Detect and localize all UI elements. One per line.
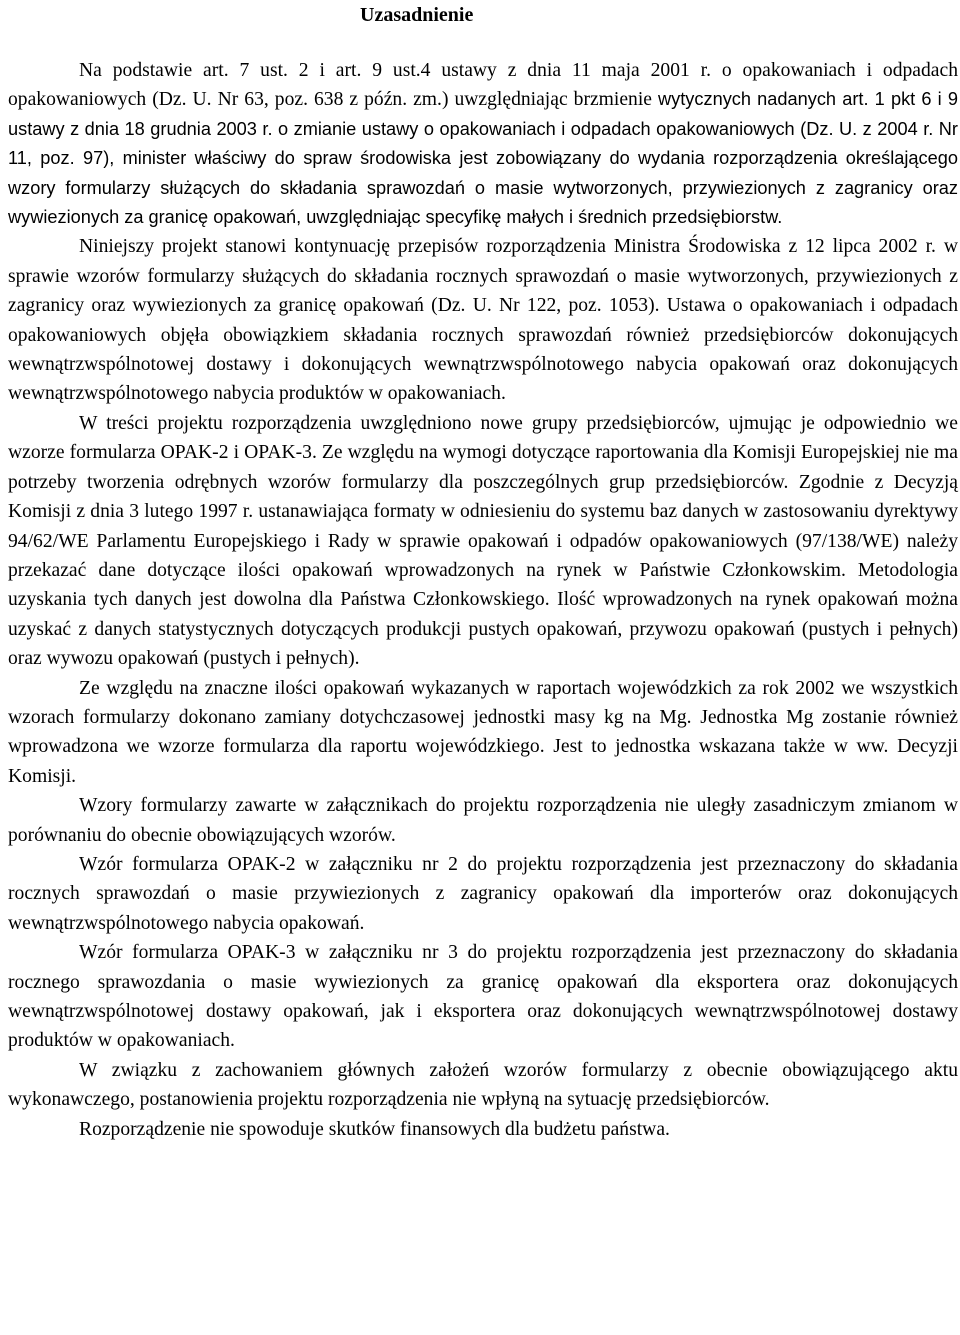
paragraph-opak-3 <box>8 938 958 1056</box>
paragraph-text: W treści projektu rozporządzenia uwzględniono nowe grupy przedsiębiorców, ujmując je odpowiednio we wzorze formularza OPAK-2 i OPAK-3. Ze względu na wymogi dotyczące raportowania dla Komisji Europejskiej nie ma potrzeby tworzenia odrębnych wzorów formularzy dla poszczególnych grup przedsiębiorców. Zgodnie z Decyzją Komisji z dnia 3 lutego 1997 r. ustanawiająca formaty w odniesieniu do systemu baz danych w zastosowaniu dyrektywy 94/62/WE Parlamentu Europejskiego i Rady w sprawie opakowań i odpadów opakowaniowych (97/138/WE) należy przekazać dane dotyczące ilości opakowań wprowadzonych na rynek w Państwie Członkowskim. Metodologia uzyskania tych danych jest dowolna dla Państwa Członkowskiego. Ilość wprowadzonych na rynek opakowań można uzyskać z danych statystycznych dotyczących produkcji pustych opakowań, przywozu opakowań (pustych i pełnych) oraz wywozu opakowań (pustych i pełnych). <box>8 412 958 670</box>
paragraph-new-groups <box>8 409 958 674</box>
paragraph-continuation <box>8 232 958 408</box>
paragraph-unit-change <box>8 674 958 792</box>
paragraph-text: Niniejszy projekt stanowi kontynuację przepisów rozporządzenia Ministra Środowiska z 12 lipca 2002 r. w sprawie wzorów formularzy służących do składania rocznych sprawozdań o masie wytworzonych, przywiezionych z zagranicy oraz wywiezionych za granicę opakowań (Dz. U. Nr 122, poz. 1053). Ustawa o opakowaniach i odpadach opakowaniowych objęła obowiązkiem składania rocznych sprawozdań również przedsiębiorców dokonujących wewnątrzwspólnotowej dostawy i dokonujących wewnątrzwspólnotowego nabycia opakowań oraz dokonujących wewnątrzwspólnotowego nabycia produktów w opakowaniach. <box>8 236 958 405</box>
paragraph-text: Wzór formularza OPAK-2 w załączniku nr 2 do projektu rozporządzenia jest przeznaczony do składania rocznych sprawozdań o masie przywiezionych z zagranicy opakowań dla importerów oraz dokonujących wewnątrzwspólnotowego nabycia opakowań. <box>8 853 958 934</box>
paragraph-text: W związku z zachowaniem głównych założeń wzorów formularzy z obecnie obowiązującego aktu wykonawczego, postanowienia projektu rozporządzenia nie wpłyną na sytuację przedsiębiorców. <box>8 1059 958 1111</box>
paragraph-text: Rozporządzenie nie spowoduje skutków finansowych dla budżetu państwa. <box>79 1118 670 1140</box>
paragraph-opak-2 <box>8 850 958 938</box>
paragraph-text: Wzór formularza OPAK-3 w załączniku nr 3 do projektu rozporządzenia jest przeznaczony do składania rocznego sprawozdania o masie wywiezionych za granicę opakowań dla eksportera oraz dokonujących wewnątrzwspólnotowej dostawy opakowań, jak i eksportera oraz dokonujących wewnątrzwspólnotowej dostawy produktów w opakowaniach. <box>8 942 958 1052</box>
paragraph-text: Na podstawie art. 7 ust. 2 i art. 9 ust.4 ustawy z dnia 11 maja 2001 r. o opakowaniach i odpadach opakowaniowych (Dz. U. Nr 63, poz. 638 z późn. zm.) uwzględniając brzmienie <box>8 60 958 111</box>
paragraph-text-sans: wytycznych nadanych art. 1 pkt 6 i 9 ustawy z dnia 18 grudnia 2003 r. o zmianie ustawy o opakowaniach i odpadach opakowaniowych (Dz. U. z 2004 r. Nr 11, poz. 97), minister właściwy do spraw środowiska jest zobowiązany do wydania rozporządzenia określającego wzory formularzy służących do składania sprawozdań o masie wytworzonych, przywiezionych z zagranicy oraz wywiezionych za granicę opakowań, uwzględniając specyfikę małych i średnich przedsiębiorstw. <box>8 89 958 228</box>
paragraph-budget-impact <box>8 1115 958 1144</box>
paragraph-text: Wzory formularzy zawarte w załącznikach do projektu rozporządzenia nie uległy zasadniczym zmianom w porównaniu do obecnie obowiązujących wzorów. <box>8 795 958 846</box>
paragraph-business-impact <box>8 1056 958 1115</box>
paragraph-text: Ze względu na znaczne ilości opakowań wykazanych w raportach wojewódzkich za rok 2002 we wszystkich wzorach formularzy dokonano zamiany dotychczasowej jednostki masy kg na Mg. Jednostka Mg zostanie również wprowadzona we wzorze formularza dla raportu wojewódzkiego. Jest to jednostka wskazana także w ww. Decyzji Komisji. <box>8 677 958 787</box>
document-title: Uzasadnienie <box>360 4 474 26</box>
paragraph-legal-basis <box>8 56 958 232</box>
document-page <box>8 0 958 1144</box>
paragraph-forms-unchanged <box>8 791 958 850</box>
